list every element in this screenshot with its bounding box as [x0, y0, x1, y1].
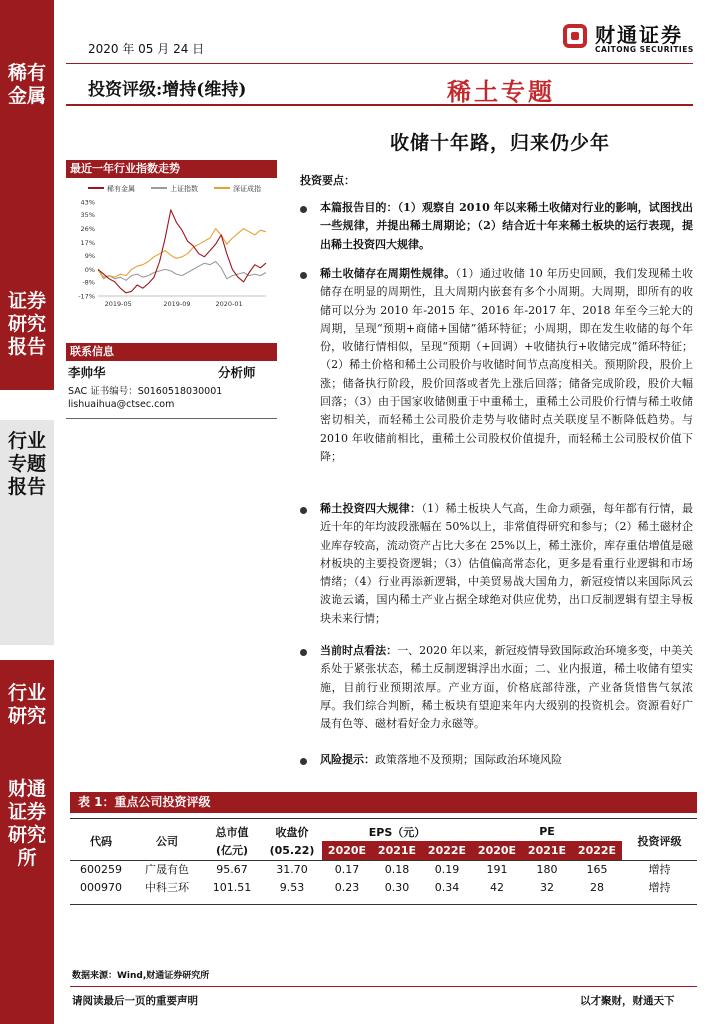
- point-lead: 稀土收储存在周期性规律。: [320, 267, 456, 280]
- point-purpose: [320, 199, 693, 254]
- cell-rating: 增持: [648, 881, 671, 894]
- point-body: （1）观察自 2010 年以来稀土收储对行业的影响，试图找出一些规律，并提出稀土周期论；（2）结合近十年来稀土板块的运行表现，提出稀土投资四大规律。: [320, 201, 693, 251]
- cell-close: 9.53: [279, 880, 305, 894]
- logo-mark-icon: [563, 24, 587, 48]
- legend-label: 深证成指: [233, 185, 261, 193]
- cell-pe: 180: [536, 862, 558, 876]
- footer-divider: [70, 986, 697, 987]
- report-headline: 收储十年路，归来仍少年: [390, 132, 611, 154]
- point-lead: 稀土投资四大规律：: [320, 502, 422, 515]
- col-mktcap: 总市值: [215, 825, 249, 839]
- cell-mktcap: 95.67: [216, 862, 248, 876]
- contact-box-title: 联系信息: [66, 343, 277, 361]
- cell-pe: 32: [540, 880, 554, 894]
- table-top-line: [70, 818, 697, 819]
- x-tick-label: 2019-05: [104, 300, 132, 308]
- cell-eps: 0.19: [434, 862, 460, 876]
- header-divider: [66, 63, 693, 64]
- bullet-icon: [300, 206, 307, 213]
- analyst-email[interactable]: lishuaihua@ctsec.com: [68, 399, 175, 410]
- cell-code: 000970: [80, 880, 122, 894]
- col-code: 代码: [90, 834, 112, 848]
- points-label: 投资要点：: [300, 174, 355, 187]
- contact-bottom-line: [66, 418, 277, 419]
- col-eps: EPS（元）: [368, 825, 426, 839]
- point-body: 政策落地不及预期；国际政治环境风险: [375, 753, 562, 766]
- cell-code: 600259: [80, 862, 122, 876]
- company-rating-table: [70, 822, 697, 896]
- cell-eps: 0.23: [334, 880, 360, 894]
- point-cycle: [320, 265, 693, 466]
- col-year: 2021E: [372, 841, 422, 860]
- cell-rating: 增持: [648, 863, 671, 877]
- point-lead: 风险提示：: [320, 753, 375, 766]
- col-close: 收盘价: [275, 825, 309, 839]
- bullet-icon: [300, 272, 307, 279]
- investment-rating: 投资评级:增持(维持): [88, 80, 247, 100]
- footer-slogan: 以才聚财，财通天下: [580, 995, 675, 1007]
- analyst-sac-number: SAC 证书编号：S0160518030001: [68, 386, 223, 397]
- y-tick-label: 9%: [84, 251, 95, 260]
- series-line: [98, 210, 266, 293]
- cell-pe: 191: [486, 862, 508, 876]
- y-tick-label: -17%: [78, 292, 95, 301]
- col-year: 2021E: [522, 841, 572, 860]
- cell-mktcap: 101.51: [212, 880, 252, 894]
- y-tick-label: 26%: [80, 225, 95, 234]
- cell-pe: 28: [590, 880, 604, 894]
- topic-divider: [66, 104, 693, 106]
- report-topic: 稀土专题: [447, 77, 555, 106]
- index-trend-chart: [66, 178, 277, 312]
- cell-company: 中科三环: [145, 881, 189, 894]
- cell-pe: 42: [490, 880, 504, 894]
- y-tick-label: 43%: [80, 198, 95, 207]
- col-company: 公司: [156, 834, 178, 848]
- col-year: 2020E: [322, 841, 372, 860]
- y-tick-label: -8%: [82, 278, 95, 287]
- col-pe: PE: [539, 825, 555, 838]
- logo-en-text: CAITONG SECURITIES: [595, 45, 694, 54]
- table-row: [70, 878, 697, 896]
- bullet-icon: [300, 758, 307, 765]
- logo-cn-text: 财通证券: [595, 23, 683, 47]
- sidebar-label-industry-report: 行业专题报告: [7, 430, 46, 498]
- table-row: [70, 860, 697, 878]
- point-current-view: [320, 642, 693, 733]
- col-close-date: (05.22): [269, 843, 315, 857]
- data-source: 数据来源：Wind,财通证券研究所: [72, 971, 210, 981]
- cell-eps: 0.18: [384, 862, 410, 876]
- table-bottom-line: [70, 904, 697, 905]
- index-box-title: 最近一年行业指数走势: [66, 160, 277, 178]
- series-line: [98, 262, 266, 281]
- analyst-name: 李帅华: [68, 365, 106, 380]
- x-tick-label: 2019-09: [163, 300, 191, 308]
- sidebar-label-report-type: 证券研究报告: [7, 290, 46, 358]
- cell-close: 31.70: [276, 862, 308, 876]
- x-tick-label: 2020-01: [215, 300, 243, 308]
- table-title: 表 1：重点公司投资评级: [70, 792, 697, 813]
- y-tick-label: 17%: [80, 239, 95, 248]
- footer-disclaimer: 请阅读最后一页的重要声明: [72, 995, 198, 1007]
- point-lead: 本篇报告目的：: [320, 201, 398, 214]
- col-year: 2022E: [422, 841, 472, 860]
- col-year: 2020E: [472, 841, 522, 860]
- cell-pe: 165: [586, 862, 608, 876]
- point-body: 一、2020 年以来，新冠疫情导致国际政治环境多变，中美关系处于紧张状态，稀土反制逻辑浮出水面；二、业内报道，稀土收储有望实施，目前行业预期浓厚。产业方面，价格底部待涨，产业备货惜售气氛浓厚。我们综合判断，稀土板块有望迎来年内大级别的投资机会。资源看好广晟有色等、磁材看好金力永磁等。: [320, 644, 694, 731]
- cell-eps: 0.17: [334, 862, 360, 876]
- y-tick-label: 0%: [84, 265, 95, 274]
- sidebar-label-category: 稀有金属: [7, 62, 46, 107]
- bullet-icon: [300, 507, 307, 514]
- cell-eps: 0.30: [384, 880, 410, 894]
- series-line: [98, 229, 266, 279]
- col-rating: 投资评级: [637, 834, 682, 848]
- point-four-rules: [320, 500, 693, 628]
- sidebar-label-institute: 财通证券研究所: [7, 778, 46, 869]
- col-mktcap-unit: (亿元): [215, 844, 249, 858]
- company-logo: [563, 18, 703, 54]
- cell-eps: 0.34: [434, 880, 460, 894]
- y-tick-label: 35%: [80, 211, 95, 220]
- point-body: （1）通过收储 10 年历史回顾，我们发现稀土收储存在明显的周期性，且大周期内嵌套有多个小周期。大周期，即所有的收储可以分为 2010 年-2015 年、2016 年-2017 年、2018 年至今三轮大的周期，呈现“预期+商储+国储”循环特征；小周期，即在发生收储的每个年份，收储行情相似，呈现“预期（+回调）+收储执行+收储完成”循环特征；（2）稀土价格和稀土公司股价与收储时间节点高度相关。预期阶段，股价上涨；储备执行阶段，股价回落或者先上涨后回落；储备完成阶段，股价大幅回落；（3）由于国家收储侧重于中重稀土，重稀土公司股价行情与稀土收储密切相关，而轻稀土公司股价走势与收储时点关联度呈不断降低趋势。与 2010 年收储前相比，重稀土公司股权价值提升，而轻稀土公司股权价值下降；: [320, 267, 694, 463]
- point-risk: [320, 751, 693, 769]
- point-lead: 当前时点看法：: [320, 644, 398, 657]
- analyst-role: 分析师: [218, 365, 256, 380]
- cell-company: 广晟有色: [145, 863, 189, 877]
- bullet-icon: [300, 649, 307, 656]
- sidebar-label-industry-research: 行业研究: [7, 682, 46, 727]
- report-date: 2020 年 05 月 24 日: [88, 42, 205, 56]
- legend-label: 上证指数: [170, 185, 198, 193]
- legend-label: 稀有金属: [107, 185, 135, 193]
- col-year: 2022E: [572, 841, 622, 860]
- point-body: （1）稀土板块人气高，生命力顽强，每年都有行情，最近十年的年均波段涨幅在 50%以上，非常值得研究和参与；（2）稀土磁材企业库存较高，流动资产占比大多在 25%以上，稀土涨价，库存重估增值是磁材板块的主要投资逻辑；（3）估值偏高常态化，更多是看重行业逻辑和市场情绪；（4）行业再添新逻辑，中美贸易战大国角力，新冠疫情以来国际风云波诡云谲，国内稀土产业占据全球绝对供应优势，出口反制逻辑有望主导板块未来行情；: [320, 502, 694, 625]
